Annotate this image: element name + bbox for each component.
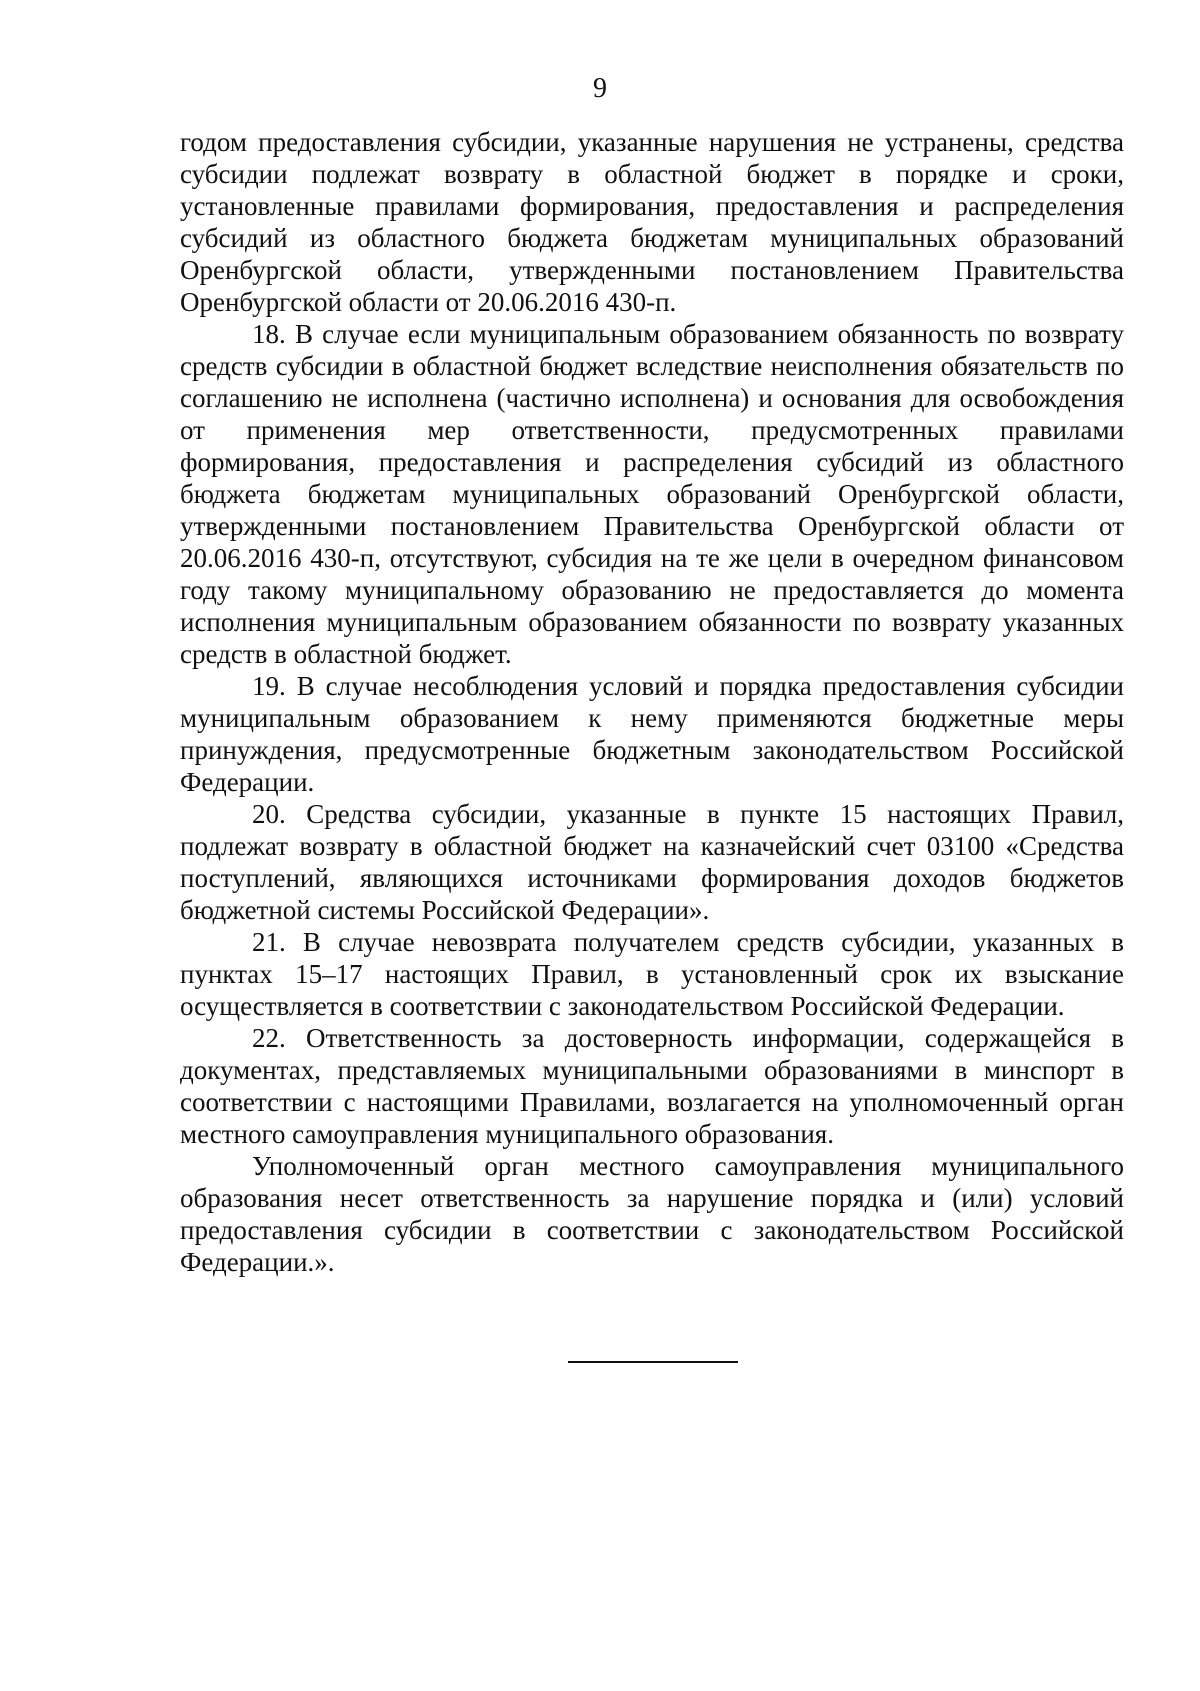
end-of-text-rule bbox=[568, 1361, 738, 1363]
document-body bbox=[180, 126, 1124, 1278]
paragraph-continuation: годом предоставления субсидии, указанные нарушения не устранены, средства субсидии подлежат возврату в областной бюджет в порядке и сроки, установленные правилами формирования, предоставления и распределения субсидий из областного бюджета бюджетам муниципальных образований Оренбургской области, утвержденными постановлением Правительства Оренбургской области от 20.06.2016 430-п. bbox=[180, 127, 1124, 317]
paragraph-item-18: 18. В случае если муниципальным образованием обязанность по возврату средств субсидии в областной бюджет вследствие неисполнения обязательств по соглашению не исполнена (частично исполнена) и основания для освобождения от применения мер ответственности, предусмотренных правилами формирования, предоставления и распределения субсидий из областного бюджета бюджетам муниципальных образований Оренбургской области, утвержденными постановлением Правительства Оренбургской области от 20.06.2016 430-п, отсутствуют, субсидия на те же цели в очередном финансовом году такому муниципальному образованию не предоставляется до момента исполнения муниципальным образованием обязанности по возврату указанных средств в областной бюджет. bbox=[180, 319, 1124, 669]
paragraph-closing: Уполномоченный орган местного самоуправления муниципального образования несет ответственность за нарушение порядка и (или) условий предоставления субсидии в соответствии с законодательством Российской Федерации.». bbox=[180, 1151, 1124, 1277]
paragraph-item-19: 19. В случае несоблюдения условий и порядка предоставления субсидии муниципальным образованием к нему применяются бюджетные меры принуждения, предусмотренные бюджетным законодательством Российской Федерации. bbox=[180, 671, 1124, 797]
paragraph-item-20: 20. Средства субсидии, указанные в пункте 15 настоящих Правил, подлежат возврату в областной бюджет на казначейский счет 03100 «Средства поступлений, являющихся источниками формирования доходов бюджетов бюджетной системы Российской Федерации». bbox=[180, 799, 1124, 925]
paragraph-item-21: 21. В случае невозврата получателем средств субсидии, указанных в пунктах 15–17 настоящих Правил, в установленный срок их взыскание осуществляется в соответствии с законодательством Российской Федерации. bbox=[180, 927, 1124, 1021]
page-number: 9 bbox=[593, 73, 607, 104]
paragraph-item-22: 22. Ответственность за достоверность информации, содержащейся в документах, представляемых муниципальными образованиями в минспорт в соответствии с настоящими Правилами, возлагается на уполномоченный орган местного самоуправления муниципального образования. bbox=[180, 1023, 1124, 1149]
